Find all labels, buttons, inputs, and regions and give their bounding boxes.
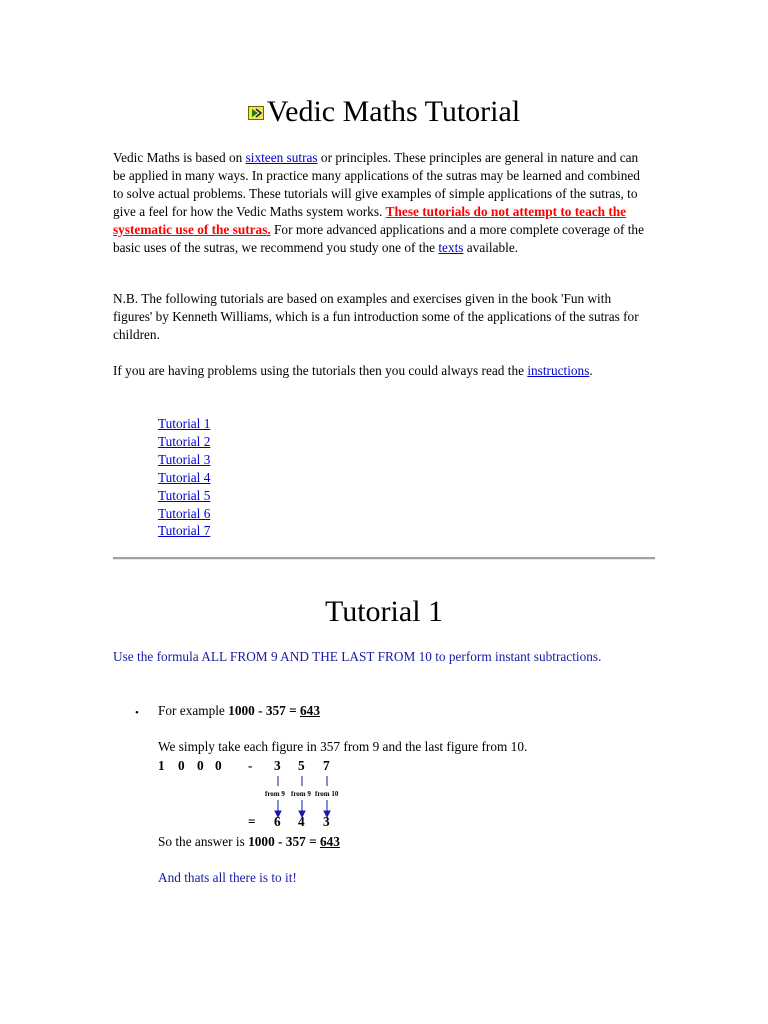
sixteen-sutras-link[interactable]: sixteen sutras bbox=[245, 150, 318, 165]
page-icon bbox=[248, 106, 264, 120]
subtraction-diagram bbox=[158, 756, 458, 836]
tutorial-3-link[interactable]: Tutorial 3 bbox=[158, 451, 211, 467]
tutorial-7-link[interactable]: Tutorial 7 bbox=[158, 523, 211, 539]
diagram-top-digit: 3 bbox=[274, 758, 281, 773]
diagram-top-digit: 5 bbox=[298, 758, 305, 773]
page-title-text: Vedic Maths Tutorial bbox=[266, 95, 521, 128]
answer-value: 643 bbox=[319, 834, 340, 849]
example-prefix: For example bbox=[158, 703, 229, 718]
tutorial-5-link[interactable]: Tutorial 5 bbox=[158, 487, 211, 503]
page-title bbox=[113, 94, 655, 130]
explanation-text: We simply take each figure in 357 from 9 and the last figure from 10. bbox=[158, 739, 528, 754]
from-10-label: from 10 bbox=[315, 790, 339, 798]
answer-line bbox=[158, 833, 340, 851]
problems-end: . bbox=[589, 363, 593, 378]
from-9-label: from 9 bbox=[291, 790, 311, 798]
intro-text-1: Vedic Maths is based on bbox=[113, 150, 246, 165]
diagram-top-digit: 0 bbox=[215, 758, 222, 773]
diagram-top-digit: 0 bbox=[197, 758, 204, 773]
warning-text: These tutorials do not attempt to teach the systematic use of the sutras. bbox=[113, 203, 627, 237]
tutorial-list bbox=[158, 415, 210, 540]
tutorial-list-item bbox=[158, 433, 210, 451]
horizontal-divider bbox=[113, 557, 655, 560]
section-title: Tutorial 1 bbox=[324, 595, 444, 628]
diagram-top-digit: 1 bbox=[158, 758, 165, 773]
diagram-bottom-digit: 6 bbox=[274, 814, 281, 829]
diagram-top-digit: 0 bbox=[178, 758, 185, 773]
example-expression: 1000 - 357 = bbox=[228, 703, 301, 718]
answer-expression: 1000 - 357 = bbox=[248, 834, 320, 849]
closing-text: And thats all there is to it! bbox=[158, 870, 297, 885]
formula-text: Use the formula ALL FROM 9 AND THE LAST FROM 10 to perform instant subtractions. bbox=[113, 649, 602, 664]
diagram-bottom-digit: 3 bbox=[323, 814, 330, 829]
from-9-label: from 9 bbox=[265, 790, 285, 798]
example-answer: 643 bbox=[300, 703, 320, 718]
problems-text: If you are having problems using the tutorials then you could always read the bbox=[113, 363, 528, 378]
tutorial-list-item bbox=[158, 415, 210, 433]
bullet-icon: • bbox=[135, 707, 139, 719]
intro-text-3: For more advanced applications and a more complete coverage of the basic uses of the sutras, we recommend you study one of the bbox=[113, 221, 644, 255]
tutorial-1-link[interactable]: Tutorial 1 bbox=[158, 416, 211, 431]
tutorial-list-item bbox=[158, 487, 210, 505]
tutorial-list-item bbox=[158, 451, 210, 469]
tutorial-list-item bbox=[158, 469, 210, 487]
diagram-minus-sign: - bbox=[248, 758, 253, 773]
diagram-equals-sign: = bbox=[248, 814, 256, 829]
example-line bbox=[158, 702, 320, 720]
texts-link[interactable]: texts bbox=[438, 239, 464, 255]
problems-paragraph bbox=[113, 362, 649, 380]
answer-prefix: So the answer is bbox=[158, 834, 249, 849]
tutorial-list-item bbox=[158, 505, 210, 523]
intro-text-4: available. bbox=[463, 239, 519, 255]
tutorial-6-link[interactable]: Tutorial 6 bbox=[158, 505, 211, 521]
intro-paragraph bbox=[113, 149, 649, 256]
tutorial-list-item bbox=[158, 522, 210, 540]
nb-paragraph: N.B. The following tutorials are based on examples and exercises given in the book 'Fun with figures' by Kenneth Williams, which is a fun introduction some of the applications of the sutras for children. bbox=[113, 291, 639, 342]
tutorial-2-link[interactable]: Tutorial 2 bbox=[158, 433, 211, 449]
intro-text-2: or principles. These principles are general in nature and can be applied in many ways. In practice many applications of the sutras may be learned and combined to solve actual problems. These tutorials will give examples of simple applications of the sutras, to give a feel for how the Vedic Maths system works. bbox=[113, 150, 640, 219]
diagram-bottom-digit: 4 bbox=[298, 814, 305, 829]
instructions-link[interactable]: instructions bbox=[527, 363, 590, 378]
tutorial-4-link[interactable]: Tutorial 4 bbox=[158, 469, 211, 485]
diagram-top-digit: 7 bbox=[323, 758, 330, 773]
